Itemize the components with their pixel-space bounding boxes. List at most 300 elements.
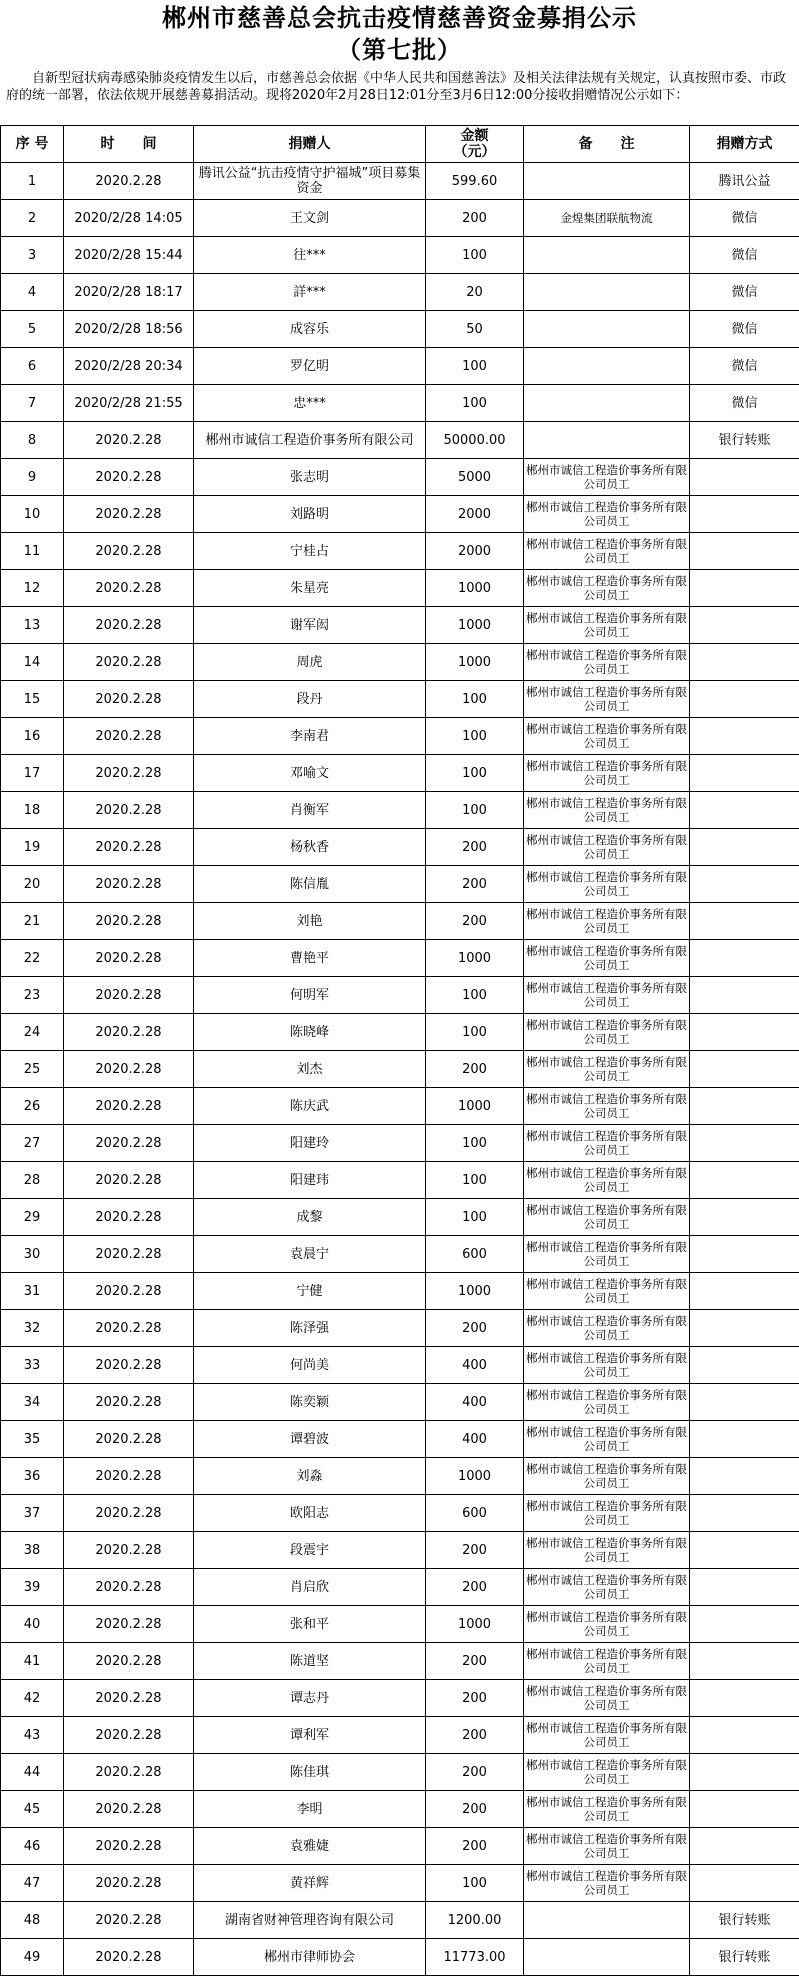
cell-time: 2020.2.28 (64, 866, 194, 903)
header-method: 捐赠方式 (690, 126, 799, 163)
cell-amount: 200 (426, 1051, 524, 1088)
cell-amount: 100 (426, 348, 524, 385)
cell-method (690, 1532, 799, 1569)
cell-no: 25 (1, 1051, 64, 1088)
cell-note: 郴州市诚信工程造价事务所有限公司员工 (524, 1088, 690, 1125)
intro-paragraph: 自新型冠状病毒感染肺炎疫情发生以后，市慈善总会依据《中华人民共和国慈善法》及相关法律法规有关规定，认真按照市委、市政府的统一部署，依法依规开展慈善募捐活动。现将2020年2月28日12:01分至3月6日12:00分接收捐赠情况公示如下： (6, 71, 787, 103)
cell-method (690, 718, 799, 755)
cell-donor: 谭利军 (194, 1717, 426, 1754)
cell-note (524, 422, 690, 459)
table-row (1, 274, 799, 311)
cell-time: 2020.2.28 (64, 1125, 194, 1162)
cell-amount: 11773.00 (426, 1939, 524, 1976)
cell-no: 34 (1, 1384, 64, 1421)
cell-note: 郴州市诚信工程造价事务所有限公司员工 (524, 1569, 690, 1606)
table-row (1, 977, 799, 1014)
cell-donor: 李明 (194, 1791, 426, 1828)
cell-no: 13 (1, 607, 64, 644)
cell-no: 37 (1, 1495, 64, 1532)
cell-donor: 宁健 (194, 1273, 426, 1310)
cell-donor: 何尚美 (194, 1347, 426, 1384)
cell-time: 2020.2.28 (64, 1606, 194, 1643)
cell-no: 47 (1, 1865, 64, 1902)
cell-time: 2020.2.28 (64, 1051, 194, 1088)
cell-no: 5 (1, 311, 64, 348)
cell-note: 郴州市诚信工程造价事务所有限公司员工 (524, 1458, 690, 1495)
cell-amount: 50 (426, 311, 524, 348)
cell-donor: 张和平 (194, 1606, 426, 1643)
cell-method (690, 681, 799, 718)
cell-method: 腾讯公益 (690, 163, 799, 200)
cell-donor: 刘杰 (194, 1051, 426, 1088)
cell-time: 2020.2.28 (64, 496, 194, 533)
cell-note (524, 163, 690, 200)
cell-time: 2020.2.28 (64, 1458, 194, 1495)
cell-method: 微信 (690, 348, 799, 385)
cell-note: 郴州市诚信工程造价事务所有限公司员工 (524, 1643, 690, 1680)
cell-amount: 200 (426, 1532, 524, 1569)
cell-time: 2020.2.28 (64, 1643, 194, 1680)
cell-donor: 陈佳琪 (194, 1754, 426, 1791)
cell-no: 20 (1, 866, 64, 903)
table-row (1, 1865, 799, 1902)
cell-method (690, 866, 799, 903)
cell-time: 2020.2.28 (64, 977, 194, 1014)
cell-amount: 100 (426, 1865, 524, 1902)
table-row (1, 1347, 799, 1384)
cell-note: 郴州市诚信工程造价事务所有限公司员工 (524, 533, 690, 570)
cell-donor: 周虎 (194, 644, 426, 681)
cell-note: 郴州市诚信工程造价事务所有限公司员工 (524, 1347, 690, 1384)
cell-time: 2020.2.28 (64, 792, 194, 829)
cell-no: 44 (1, 1754, 64, 1791)
table-row (1, 1828, 799, 1865)
cell-amount: 1000 (426, 1088, 524, 1125)
cell-time: 2020.2.28 (64, 1199, 194, 1236)
cell-no: 32 (1, 1310, 64, 1347)
table-row (1, 200, 799, 237)
cell-time: 2020.2.28 (64, 163, 194, 200)
table-row (1, 533, 799, 570)
cell-donor: 刘淼 (194, 1458, 426, 1495)
cell-amount: 100 (426, 1162, 524, 1199)
cell-no: 26 (1, 1088, 64, 1125)
cell-amount: 50000.00 (426, 422, 524, 459)
cell-no: 43 (1, 1717, 64, 1754)
cell-time: 2020.2.28 (64, 718, 194, 755)
cell-method (690, 1421, 799, 1458)
table-row (1, 1236, 799, 1273)
table-row (1, 1643, 799, 1680)
table-row (1, 607, 799, 644)
cell-note: 郴州市诚信工程造价事务所有限公司员工 (524, 755, 690, 792)
table-row (1, 1569, 799, 1606)
table-row (1, 385, 799, 422)
cell-no: 7 (1, 385, 64, 422)
cell-note (524, 1939, 690, 1976)
cell-amount: 100 (426, 977, 524, 1014)
cell-method: 银行转账 (690, 1902, 799, 1939)
cell-no: 1 (1, 163, 64, 200)
cell-amount: 100 (426, 718, 524, 755)
cell-amount: 600 (426, 1495, 524, 1532)
cell-amount: 200 (426, 1791, 524, 1828)
cell-method (690, 1717, 799, 1754)
cell-no: 21 (1, 903, 64, 940)
cell-note: 郴州市诚信工程造价事务所有限公司员工 (524, 1421, 690, 1458)
table-row (1, 1939, 799, 1976)
cell-time: 2020.2.28 (64, 570, 194, 607)
cell-time: 2020.2.28 (64, 607, 194, 644)
cell-method (690, 1569, 799, 1606)
cell-method (690, 533, 799, 570)
cell-note (524, 1902, 690, 1939)
cell-amount: 1000 (426, 607, 524, 644)
cell-donor: 袁晨宁 (194, 1236, 426, 1273)
cell-amount: 1000 (426, 940, 524, 977)
cell-note: 郴州市诚信工程造价事务所有限公司员工 (524, 1273, 690, 1310)
cell-method (690, 977, 799, 1014)
cell-time: 2020.2.28 (64, 1569, 194, 1606)
cell-method: 微信 (690, 200, 799, 237)
cell-note (524, 385, 690, 422)
cell-donor: 刘路明 (194, 496, 426, 533)
cell-note: 郴州市诚信工程造价事务所有限公司员工 (524, 570, 690, 607)
cell-amount: 600 (426, 1236, 524, 1273)
cell-donor: 陈道坚 (194, 1643, 426, 1680)
cell-method (690, 903, 799, 940)
cell-time: 2020.2.28 (64, 1754, 194, 1791)
cell-donor: 郴州市诚信工程造价事务所有限公司 (194, 422, 426, 459)
cell-donor: 曹艳平 (194, 940, 426, 977)
cell-no: 16 (1, 718, 64, 755)
cell-no: 3 (1, 237, 64, 274)
cell-note (524, 311, 690, 348)
cell-method (690, 1865, 799, 1902)
cell-method: 银行转账 (690, 422, 799, 459)
cell-time: 2020.2.28 (64, 1532, 194, 1569)
table-row (1, 1902, 799, 1939)
cell-donor: 郴州市律师协会 (194, 1939, 426, 1976)
cell-note: 郴州市诚信工程造价事务所有限公司员工 (524, 1717, 690, 1754)
cell-no: 28 (1, 1162, 64, 1199)
cell-amount: 1000 (426, 570, 524, 607)
cell-note: 郴州市诚信工程造价事务所有限公司员工 (524, 866, 690, 903)
cell-amount: 20 (426, 274, 524, 311)
cell-donor: 腾讯公益“抗击疫情守护福城”项目募集资金 (194, 163, 426, 200)
cell-time: 2020.2.28 (64, 1236, 194, 1273)
cell-amount: 200 (426, 903, 524, 940)
cell-note: 郴州市诚信工程造价事务所有限公司员工 (524, 1199, 690, 1236)
cell-amount: 100 (426, 1199, 524, 1236)
cell-method (690, 1754, 799, 1791)
cell-amount: 100 (426, 755, 524, 792)
cell-no: 46 (1, 1828, 64, 1865)
cell-method: 微信 (690, 237, 799, 274)
cell-method (690, 1643, 799, 1680)
table-row (1, 422, 799, 459)
table-row (1, 1680, 799, 1717)
cell-time: 2020.2.28 (64, 1014, 194, 1051)
table-row (1, 940, 799, 977)
cell-method (690, 1384, 799, 1421)
cell-amount: 400 (426, 1421, 524, 1458)
header-donor: 捐赠人 (194, 126, 426, 163)
cell-amount: 1000 (426, 1273, 524, 1310)
cell-donor: 欧阳志 (194, 1495, 426, 1532)
cell-note: 郴州市诚信工程造价事务所有限公司员工 (524, 1606, 690, 1643)
table-row (1, 1014, 799, 1051)
cell-method (690, 755, 799, 792)
cell-donor: 忠*** (194, 385, 426, 422)
cell-method (690, 1088, 799, 1125)
table-row (1, 1384, 799, 1421)
cell-donor: 成容乐 (194, 311, 426, 348)
cell-no: 2 (1, 200, 64, 237)
table-row (1, 1791, 799, 1828)
title-line-2: （第七批） (337, 36, 462, 64)
table-header-row (1, 126, 799, 163)
cell-donor: 刘艳 (194, 903, 426, 940)
header-time: 时 间 (64, 126, 194, 163)
cell-no: 35 (1, 1421, 64, 1458)
cell-time: 2020.2.28 (64, 1828, 194, 1865)
cell-note: 郴州市诚信工程造价事务所有限公司员工 (524, 1125, 690, 1162)
cell-time: 2020.2.28 (64, 1384, 194, 1421)
cell-amount: 200 (426, 1717, 524, 1754)
cell-note: 郴州市诚信工程造价事务所有限公司员工 (524, 1014, 690, 1051)
cell-time: 2020/2/28 21:55 (64, 385, 194, 422)
table-row (1, 1495, 799, 1532)
table-row (1, 1051, 799, 1088)
cell-no: 31 (1, 1273, 64, 1310)
cell-donor: 往*** (194, 237, 426, 274)
cell-method (690, 1680, 799, 1717)
cell-donor: 谭碧波 (194, 1421, 426, 1458)
cell-note: 郴州市诚信工程造价事务所有限公司员工 (524, 644, 690, 681)
cell-time: 2020.2.28 (64, 681, 194, 718)
cell-no: 19 (1, 829, 64, 866)
cell-donor: 肖衡军 (194, 792, 426, 829)
cell-donor: 张志明 (194, 459, 426, 496)
cell-note: 郴州市诚信工程造价事务所有限公司员工 (524, 681, 690, 718)
cell-method (690, 829, 799, 866)
cell-time: 2020.2.28 (64, 1791, 194, 1828)
table-row (1, 1199, 799, 1236)
cell-amount: 100 (426, 681, 524, 718)
cell-note: 郴州市诚信工程造价事务所有限公司员工 (524, 1865, 690, 1902)
cell-method (690, 1051, 799, 1088)
cell-donor: 陈信胤 (194, 866, 426, 903)
cell-method (690, 1347, 799, 1384)
cell-no: 39 (1, 1569, 64, 1606)
cell-time: 2020.2.28 (64, 1717, 194, 1754)
cell-method (690, 1014, 799, 1051)
cell-no: 33 (1, 1347, 64, 1384)
cell-method: 微信 (690, 385, 799, 422)
cell-note: 郴州市诚信工程造价事务所有限公司员工 (524, 1162, 690, 1199)
cell-no: 30 (1, 1236, 64, 1273)
cell-method: 银行转账 (690, 1939, 799, 1976)
cell-amount: 1000 (426, 1458, 524, 1495)
cell-amount: 100 (426, 792, 524, 829)
cell-donor: 宁桂占 (194, 533, 426, 570)
cell-time: 2020.2.28 (64, 1939, 194, 1976)
cell-donor: 段震宇 (194, 1532, 426, 1569)
cell-time: 2020.2.28 (64, 1495, 194, 1532)
cell-no: 48 (1, 1902, 64, 1939)
table-row (1, 1125, 799, 1162)
cell-donor: 陈庆武 (194, 1088, 426, 1125)
cell-donor: 黄祥辉 (194, 1865, 426, 1902)
cell-method (690, 1791, 799, 1828)
cell-time: 2020.2.28 (64, 1310, 194, 1347)
table-row (1, 903, 799, 940)
cell-time: 2020.2.28 (64, 903, 194, 940)
cell-method (690, 1828, 799, 1865)
cell-time: 2020.2.28 (64, 1902, 194, 1939)
cell-time: 2020.2.28 (64, 1347, 194, 1384)
cell-note: 郴州市诚信工程造价事务所有限公司员工 (524, 1828, 690, 1865)
cell-amount: 200 (426, 1310, 524, 1347)
cell-note: 郴州市诚信工程造价事务所有限公司员工 (524, 903, 690, 940)
cell-method (690, 1495, 799, 1532)
cell-donor: 李南君 (194, 718, 426, 755)
cell-donor: 谭志丹 (194, 1680, 426, 1717)
cell-note: 郴州市诚信工程造价事务所有限公司员工 (524, 1680, 690, 1717)
cell-no: 49 (1, 1939, 64, 1976)
cell-donor: 邓喻文 (194, 755, 426, 792)
cell-donor: 何明军 (194, 977, 426, 1014)
header-amount-line2: （元） (453, 144, 496, 160)
cell-no: 14 (1, 644, 64, 681)
cell-amount: 200 (426, 1569, 524, 1606)
cell-method (690, 792, 799, 829)
cell-amount: 2000 (426, 496, 524, 533)
cell-donor: 肖启欣 (194, 1569, 426, 1606)
cell-method (690, 496, 799, 533)
cell-no: 41 (1, 1643, 64, 1680)
cell-amount: 200 (426, 200, 524, 237)
cell-time: 2020.2.28 (64, 1421, 194, 1458)
cell-note: 郴州市诚信工程造价事务所有限公司员工 (524, 940, 690, 977)
cell-no: 22 (1, 940, 64, 977)
table-row (1, 163, 799, 200)
donation-table (0, 125, 799, 1976)
cell-note: 郴州市诚信工程造价事务所有限公司员工 (524, 1754, 690, 1791)
cell-note: 郴州市诚信工程造价事务所有限公司员工 (524, 1310, 690, 1347)
cell-time: 2020/2/28 20:34 (64, 348, 194, 385)
table-row (1, 681, 799, 718)
cell-method (690, 1236, 799, 1273)
cell-method (690, 607, 799, 644)
cell-method (690, 1458, 799, 1495)
cell-no: 17 (1, 755, 64, 792)
table-row (1, 348, 799, 385)
cell-method (690, 1310, 799, 1347)
cell-note: 金煌集团联航物流 (524, 200, 690, 237)
cell-no: 10 (1, 496, 64, 533)
cell-time: 2020.2.28 (64, 755, 194, 792)
cell-donor: 袁雅婕 (194, 1828, 426, 1865)
cell-amount: 100 (426, 237, 524, 274)
cell-donor: 陈奕颖 (194, 1384, 426, 1421)
cell-donor: 阳建玲 (194, 1125, 426, 1162)
cell-time: 2020.2.28 (64, 1162, 194, 1199)
cell-no: 6 (1, 348, 64, 385)
table-body (1, 163, 799, 1976)
cell-no: 15 (1, 681, 64, 718)
cell-time: 2020/2/28 18:17 (64, 274, 194, 311)
table-row (1, 1532, 799, 1569)
table-row (1, 644, 799, 681)
cell-no: 29 (1, 1199, 64, 1236)
table-row (1, 792, 799, 829)
cell-method (690, 940, 799, 977)
cell-note: 郴州市诚信工程造价事务所有限公司员工 (524, 792, 690, 829)
cell-method (690, 1606, 799, 1643)
title-line-1: 郴州市慈善总会抗击疫情慈善资金募捐公示 (162, 4, 637, 32)
cell-time: 2020.2.28 (64, 940, 194, 977)
cell-no: 42 (1, 1680, 64, 1717)
cell-donor: 湖南省财神管理咨询有限公司 (194, 1902, 426, 1939)
cell-amount: 5000 (426, 459, 524, 496)
cell-no: 45 (1, 1791, 64, 1828)
cell-donor: 段丹 (194, 681, 426, 718)
cell-time: 2020.2.28 (64, 644, 194, 681)
table-row (1, 1717, 799, 1754)
table-row (1, 718, 799, 755)
cell-amount: 200 (426, 1754, 524, 1791)
table-row (1, 1754, 799, 1791)
table-row (1, 1458, 799, 1495)
cell-donor: 陈晓峰 (194, 1014, 426, 1051)
cell-amount: 200 (426, 1828, 524, 1865)
cell-time: 2020.2.28 (64, 1680, 194, 1717)
cell-no: 9 (1, 459, 64, 496)
cell-note: 郴州市诚信工程造价事务所有限公司员工 (524, 718, 690, 755)
header-amount (426, 126, 524, 163)
cell-amount: 1200.00 (426, 1902, 524, 1939)
table-row (1, 311, 799, 348)
table-row (1, 1162, 799, 1199)
table-row (1, 570, 799, 607)
cell-donor: 杨秋香 (194, 829, 426, 866)
cell-amount: 200 (426, 1643, 524, 1680)
cell-amount: 100 (426, 1014, 524, 1051)
cell-note: 郴州市诚信工程造价事务所有限公司员工 (524, 1051, 690, 1088)
cell-note: 郴州市诚信工程造价事务所有限公司员工 (524, 1791, 690, 1828)
header-note: 备 注 (524, 126, 690, 163)
cell-amount: 100 (426, 1125, 524, 1162)
table-row (1, 459, 799, 496)
document-title (0, 0, 799, 66)
cell-note: 郴州市诚信工程造价事务所有限公司员工 (524, 607, 690, 644)
cell-method: 微信 (690, 274, 799, 311)
cell-no: 11 (1, 533, 64, 570)
cell-no: 4 (1, 274, 64, 311)
cell-amount: 200 (426, 866, 524, 903)
cell-donor: 阳建玮 (194, 1162, 426, 1199)
cell-note: 郴州市诚信工程造价事务所有限公司员工 (524, 1236, 690, 1273)
cell-note (524, 348, 690, 385)
cell-note: 郴州市诚信工程造价事务所有限公司员工 (524, 496, 690, 533)
cell-note: 郴州市诚信工程造价事务所有限公司员工 (524, 1495, 690, 1532)
cell-time: 2020/2/28 18:56 (64, 311, 194, 348)
cell-method (690, 1162, 799, 1199)
cell-method (690, 1199, 799, 1236)
table-row (1, 829, 799, 866)
